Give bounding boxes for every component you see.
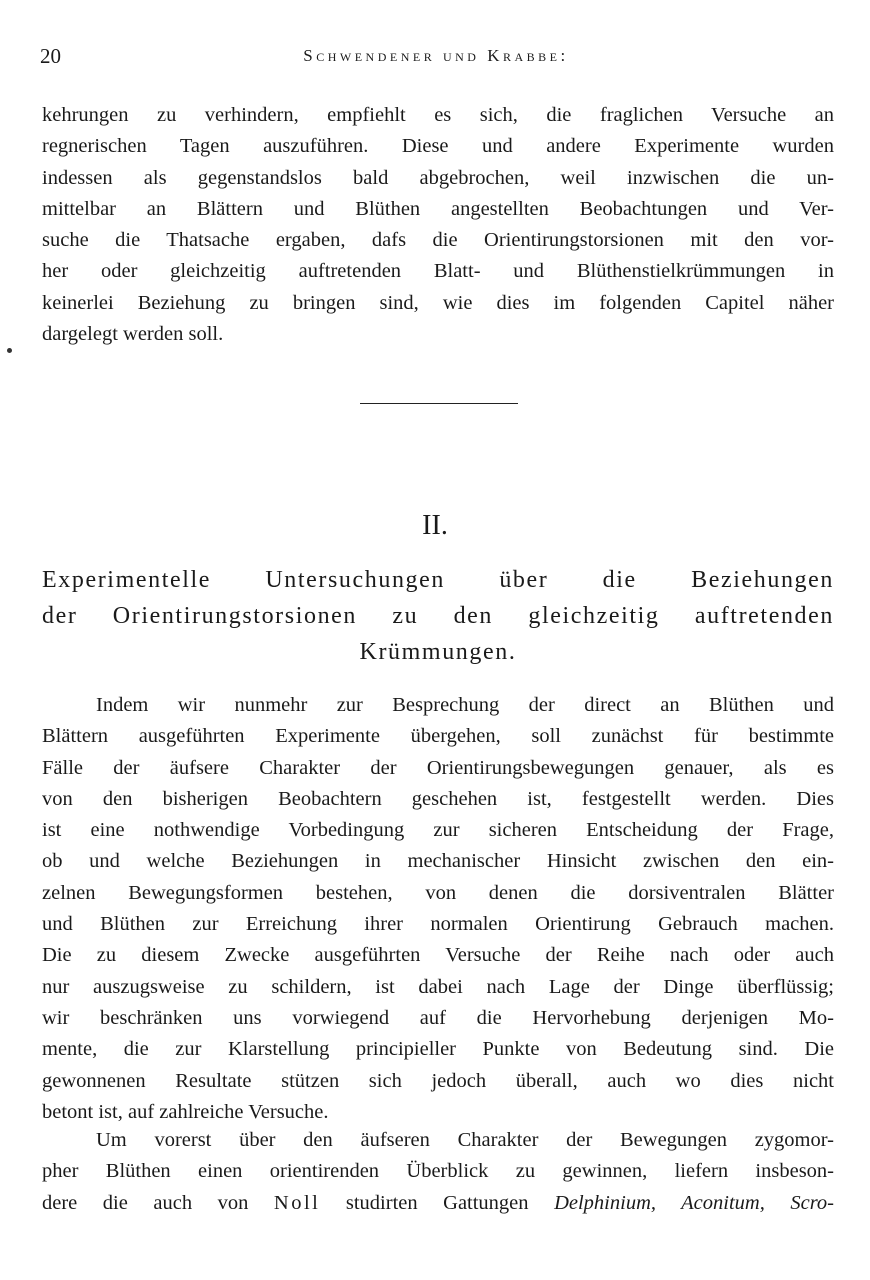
text-line: Fälle der äufsere Charakter der Orientirungsbewegungen genauer, als es [42, 756, 834, 779]
text-line: ist eine nothwendige Vorbedingung zur sicheren Entscheidung der Frage, [42, 819, 834, 842]
text-line: Um vorerst über den äufseren Charakter der Bewegungen zygomor- [96, 1129, 834, 1151]
text-line: Die zu diesem Zwecke ausgeführten Versuche der Reihe nach oder auch [42, 944, 834, 967]
chapter-title [42, 562, 834, 670]
text-line: mittelbar an Blättern und Blüthen angestellten Beobachtungen und Ver- [42, 197, 834, 220]
text-line: ob und welche Beziehungen in mechanischer Hinsicht zwischen den ein- [42, 850, 834, 873]
chapter-number: II. [422, 510, 448, 541]
text-line: pher Blüthen einen orientirenden Überblick zu gewinnen, liefern insbeson- [42, 1160, 834, 1183]
text-line: regnerischen Tagen auszuführen. Diese und andere Experimente wurden [42, 135, 834, 158]
running-head: Schwendener und Krabbe: [303, 46, 569, 65]
author-name: Noll [273, 1191, 321, 1214]
text-line: kehrungen zu verhindern, empfiehlt es sich, die fraglichen Versuche an [42, 104, 834, 126]
paragraph-main [42, 690, 834, 1128]
paragraph-next [42, 1125, 834, 1219]
text-line: Indem wir nunmehr zur Besprechung der direct an Blüthen und [96, 694, 834, 716]
text-line: zelnen Bewegungsformen bestehen, von denen die dorsiventralen Blätter [42, 881, 834, 904]
text-line: von den bisherigen Beobachtern geschehen ist, festgestellt werden. Dies [42, 787, 834, 810]
text-line: indessen als gegenstandslos bald abgebrochen, weil inzwischen die un- [42, 166, 834, 189]
text-line: dargelegt werden soll. [42, 323, 224, 346]
text-segment: dere die auch von [42, 1191, 249, 1214]
text-line [42, 1188, 834, 1219]
text-line: betont ist, auf zahlreiche Versuche. [42, 1100, 329, 1123]
page-number: 20 [40, 44, 61, 68]
text-line: mente, die zur Klarstellung principieller Punkte von Bedeutung sind. Die [42, 1038, 834, 1061]
text-line: wir beschränken uns vorwiegend auf die Hervorhebung derjenigen Mo- [42, 1006, 834, 1029]
text-segment: studirten Gattungen [345, 1191, 529, 1214]
text-line: Blättern ausgeführten Experimente übergehen, soll zunächst für bestimmte [42, 725, 834, 748]
text-line: suche die Thatsache ergaben, dafs die Orientirungstorsionen mit den vor- [42, 229, 834, 252]
genus-names: Delphinium, Aconitum, Scro- [554, 1191, 835, 1214]
text-line: her oder gleichzeitig auftretenden Blatt- und Blüthenstielkrümmungen in [42, 260, 834, 283]
section-divider-rule [360, 403, 518, 404]
text-line: nur auszugsweise zu schildern, ist dabei nach Lage der Dinge überflüssig; [42, 975, 834, 998]
chapter-title-line: Krümmungen. [359, 639, 517, 665]
chapter-title-line: Experimentelle Untersuchungen über die Beziehungen [42, 567, 834, 593]
text-line: und Blüthen zur Erreichung ihrer normalen Orientirung Gebrauch machen. [42, 913, 834, 936]
page-header [40, 44, 832, 74]
chapter-title-line: der Orientirungstorsionen zu den gleichzeitig auftretenden [42, 603, 834, 629]
paragraph-continued [42, 100, 834, 350]
text-line: gewonnenen Resultate stützen sich jedoch überall, auch wo dies nicht [42, 1069, 834, 1092]
text-line: keinerlei Beziehung zu bringen sind, wie dies im folgenden Capitel näher [42, 291, 834, 314]
margin-mark [7, 348, 12, 353]
